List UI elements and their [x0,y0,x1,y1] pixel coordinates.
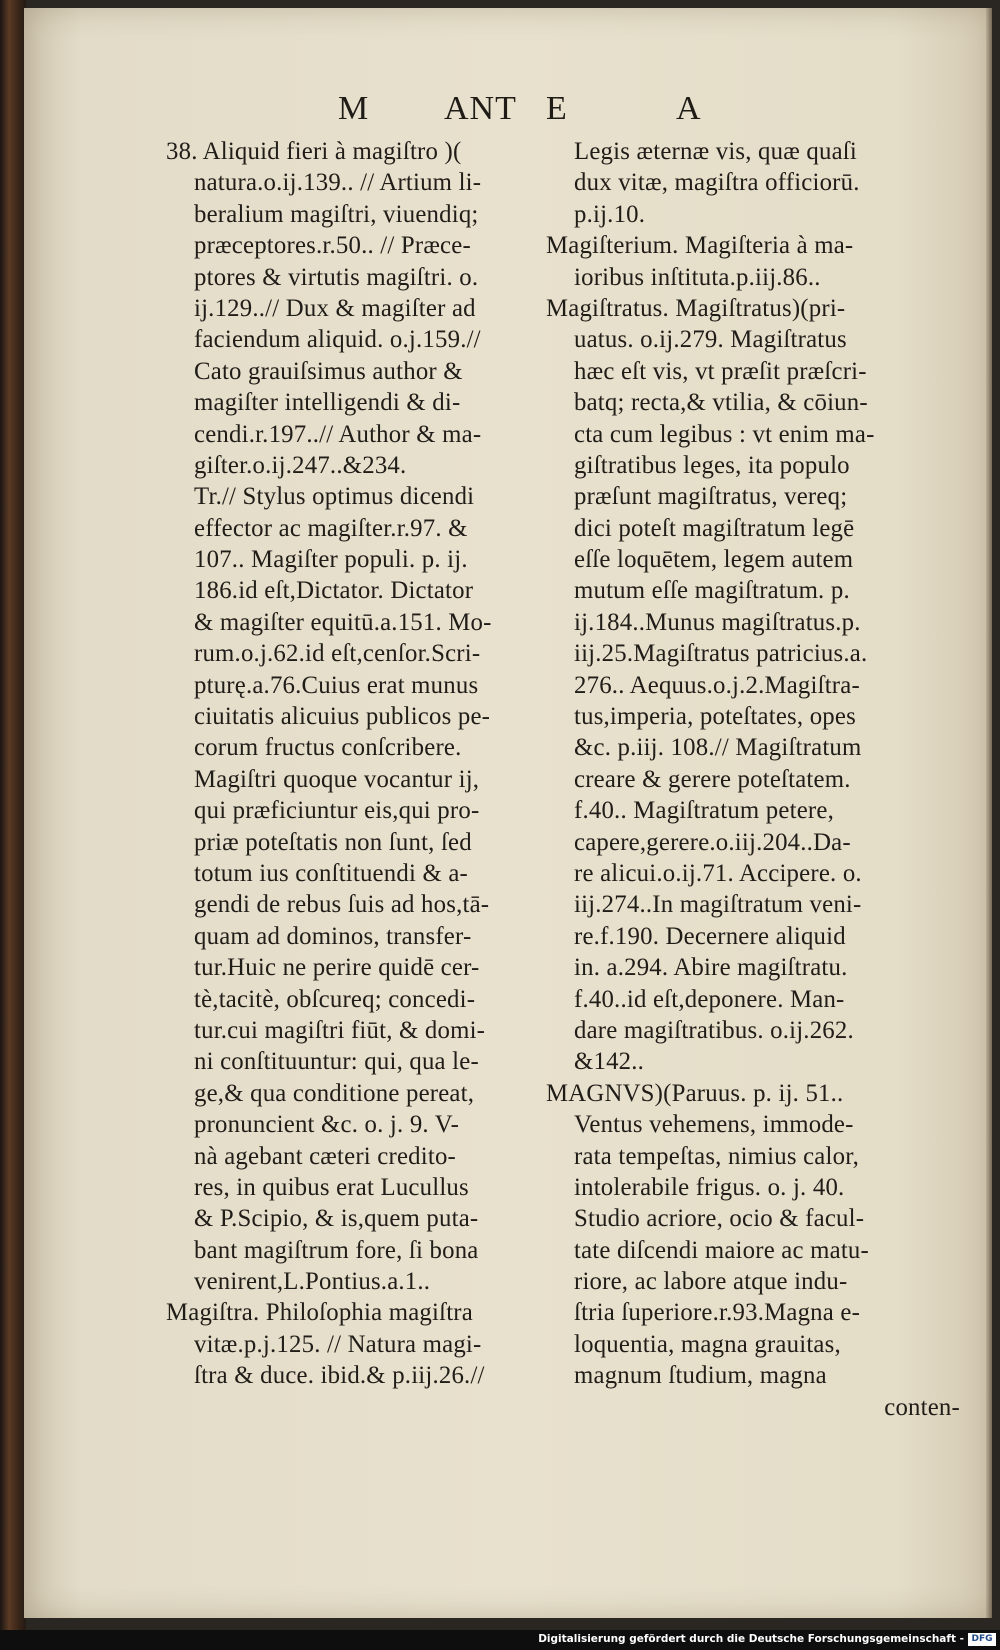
text-line: natura.o.ij.139.. // Artium li- [194,169,482,197]
text-line: tate diſcendi maiore ac matu- [574,1236,869,1264]
running-head-letter: ANT [444,90,517,127]
text-line: 38. Aliquid fieri à magiſtro )( [166,138,462,165]
text-line: MAGNVS)(Paruus. p. ij. 51.. [546,1079,844,1107]
text-line: iij.25.Magiſtratus patricius.a. [574,640,868,668]
text-line: nà agebant cæteri credito- [194,1142,456,1170]
text-line: f.40.. Magiſtratum petere, [574,797,834,825]
text-line: batq; recta,& vtilia, & cōiun- [574,389,868,417]
text-line: 276.. Aequus.o.j.2.Magiſtra- [574,671,860,699]
text-line: res, in quibus erat Lucullus [194,1173,469,1201]
running-head-letter: M [338,90,370,127]
text-line: totum ius conſtituendi & a- [194,859,469,887]
text-line: magnum ſtudium, magna [574,1362,827,1390]
page-edge [986,8,992,1618]
text-line: capere,gerere.o.iij.204..Da- [574,828,851,856]
text-line: Magiſtra. Philoſophia magiſtra [166,1299,473,1327]
text-line: ioribus inſtituta.p.iij.86.. [574,263,821,291]
text-line: &142.. [574,1048,645,1076]
text-line: venirent,L.Pontius.a.1.. [194,1268,431,1296]
text-line: quam ad dominos, transfer- [194,922,472,950]
text-line: ſtria ſuperiore.r.93.Magna e- [574,1299,861,1327]
text-line: loquentia, magna grauitas, [574,1330,841,1358]
text-line: eſſe loquētem, legem autem [574,546,854,574]
text-line: Magiſtri quoque vocantur ij, [194,765,480,793]
text-line: tur.Huic ne perire quidē cer- [194,954,480,982]
text-line: & P.Scipio, & is,quem puta- [194,1205,479,1233]
text-line: ſtra & duce. ibid.& p.iij.26.// [194,1362,485,1390]
text-line: cta cum legibus : vt enim ma- [574,420,875,448]
text-line: dici poteſt magiſtratum legē [574,514,855,542]
text-line: priæ poteſtatis non ſunt, ſed [194,828,472,856]
text-line: beralium magiſtri, viuendiq; [194,200,479,228]
text-line: pturę.a.76.Cuius erat munus [194,671,479,699]
text-line: ni conſtituuntur: qui, qua le- [194,1048,479,1076]
text-line: Studio acriore, ocio & facul- [574,1205,865,1233]
text-line: Magiſterium. Magiſteria à ma- [546,232,854,260]
text-line: intolerabile frigus. o. j. 40. [574,1173,845,1201]
text-line: pronuncient &c. o. j. 9. V- [194,1111,460,1139]
text-line: qui præficiuntur eis,qui pro- [194,797,480,825]
text-line: dare magiſtratibus. o.ij.262. [574,1016,854,1044]
book-binding [0,0,26,1630]
running-head-letter: E [546,90,568,127]
text-line: in. a.294. Abire magiſtratu. [574,954,848,982]
text-line: & magiſter equitū.a.151. Mo- [194,608,492,636]
text-line: ij.129..// Dux & magiſter ad [194,294,476,322]
text-line: ge,& qua conditione pereat, [194,1079,475,1107]
text-line: præceptores.r.50.. // Præce- [194,232,471,260]
text-line: re alicui.o.ij.71. Accipere. o. [574,859,862,887]
catchword: conten- [884,1393,960,1421]
text-line: 107.. Magiſter populi. p. ij. [194,546,468,574]
text-line: Legis æternæ vis, quæ quaſi [574,138,857,165]
text-line: p.ij.10. [574,200,646,228]
text-line: giſtratibus leges, ita populo [574,451,850,479]
text-line: præſunt magiſtratus, vereq; [574,483,848,511]
text-line: effector ac magiſter.r.97. & [194,514,468,542]
text-line: Tr.// Stylus optimus dicendi [194,483,475,511]
text-line: mutum eſſe magiſtratum. p. [574,577,850,605]
text-line: tus,imperia, poteſtates, opes [574,703,856,731]
text-line: uatus. o.ij.279. Magiſtratus [574,326,847,354]
text-line: f.40..id eſt,deponere. Man- [574,985,845,1013]
text-line: cendi.r.197..// Author & ma- [194,420,482,448]
text-line: ij.184..Munus magiſtratus.p. [574,608,861,636]
text-line: dux vitæ, magiſtra officiorū. [574,169,860,197]
text-line: magiſter intelligendi & di- [194,389,461,417]
text-line: tur.cui magiſtri fiūt, & domi- [194,1016,486,1044]
text-line: rum.o.j.62.id eſt,cenſor.Scri- [194,640,481,668]
text-line: corum fructus conſcribere. [194,734,462,762]
text-line: gendi de rebus ſuis ad hos,tā- [194,891,490,919]
text-line: Cato grauiſsimus author & [194,357,463,385]
right-column [546,136,968,1423]
text-line: tè,tacitè, obſcureq; concedi- [194,985,476,1013]
book-page [24,8,992,1618]
text-line: vitæ.p.j.125. // Natura magi- [194,1330,482,1358]
running-head-letter: A [676,90,702,127]
text-line: hæc eſt vis, vt præſit præſcri- [574,357,867,385]
text-line: Ventus vehemens, immode- [574,1111,854,1139]
text-line: iij.274..In magiſtratum veni- [574,891,862,919]
text-line: ciuitatis alicuius publicos pe- [194,703,491,731]
text-line: rata tempeſtas, nimius calor, [574,1142,860,1170]
text-line: creare & gerere poteſtatem. [574,765,851,793]
text-line: riore, ac labore atque indu- [574,1268,848,1296]
left-column [166,136,551,1392]
text-line: re.f.190. Decernere aliquid [574,922,846,950]
footer-credit: Digitalisierung gefördert durch die Deutsche Forschungsgemeinschaft - [538,1633,964,1645]
text-line: Magiſtratus. Magiſtratus)(pri- [546,294,846,322]
text-line: &c. p.iij. 108.// Magiſtratum [574,734,862,762]
text-line: 186.id eſt,Dictator. Dictator [194,577,474,605]
dfg-logo: DFG [968,1633,996,1646]
text-line: bant magiſtrum fore, ſi bona [194,1236,479,1264]
footer-bar [0,1630,1000,1650]
text-line: ptores & virtutis magiſtri. o. [194,263,479,291]
text-line: faciendum aliquid. o.j.159.// [194,326,481,354]
text-line: giſter.o.ij.247..&234. [194,451,407,479]
running-head [24,90,992,134]
